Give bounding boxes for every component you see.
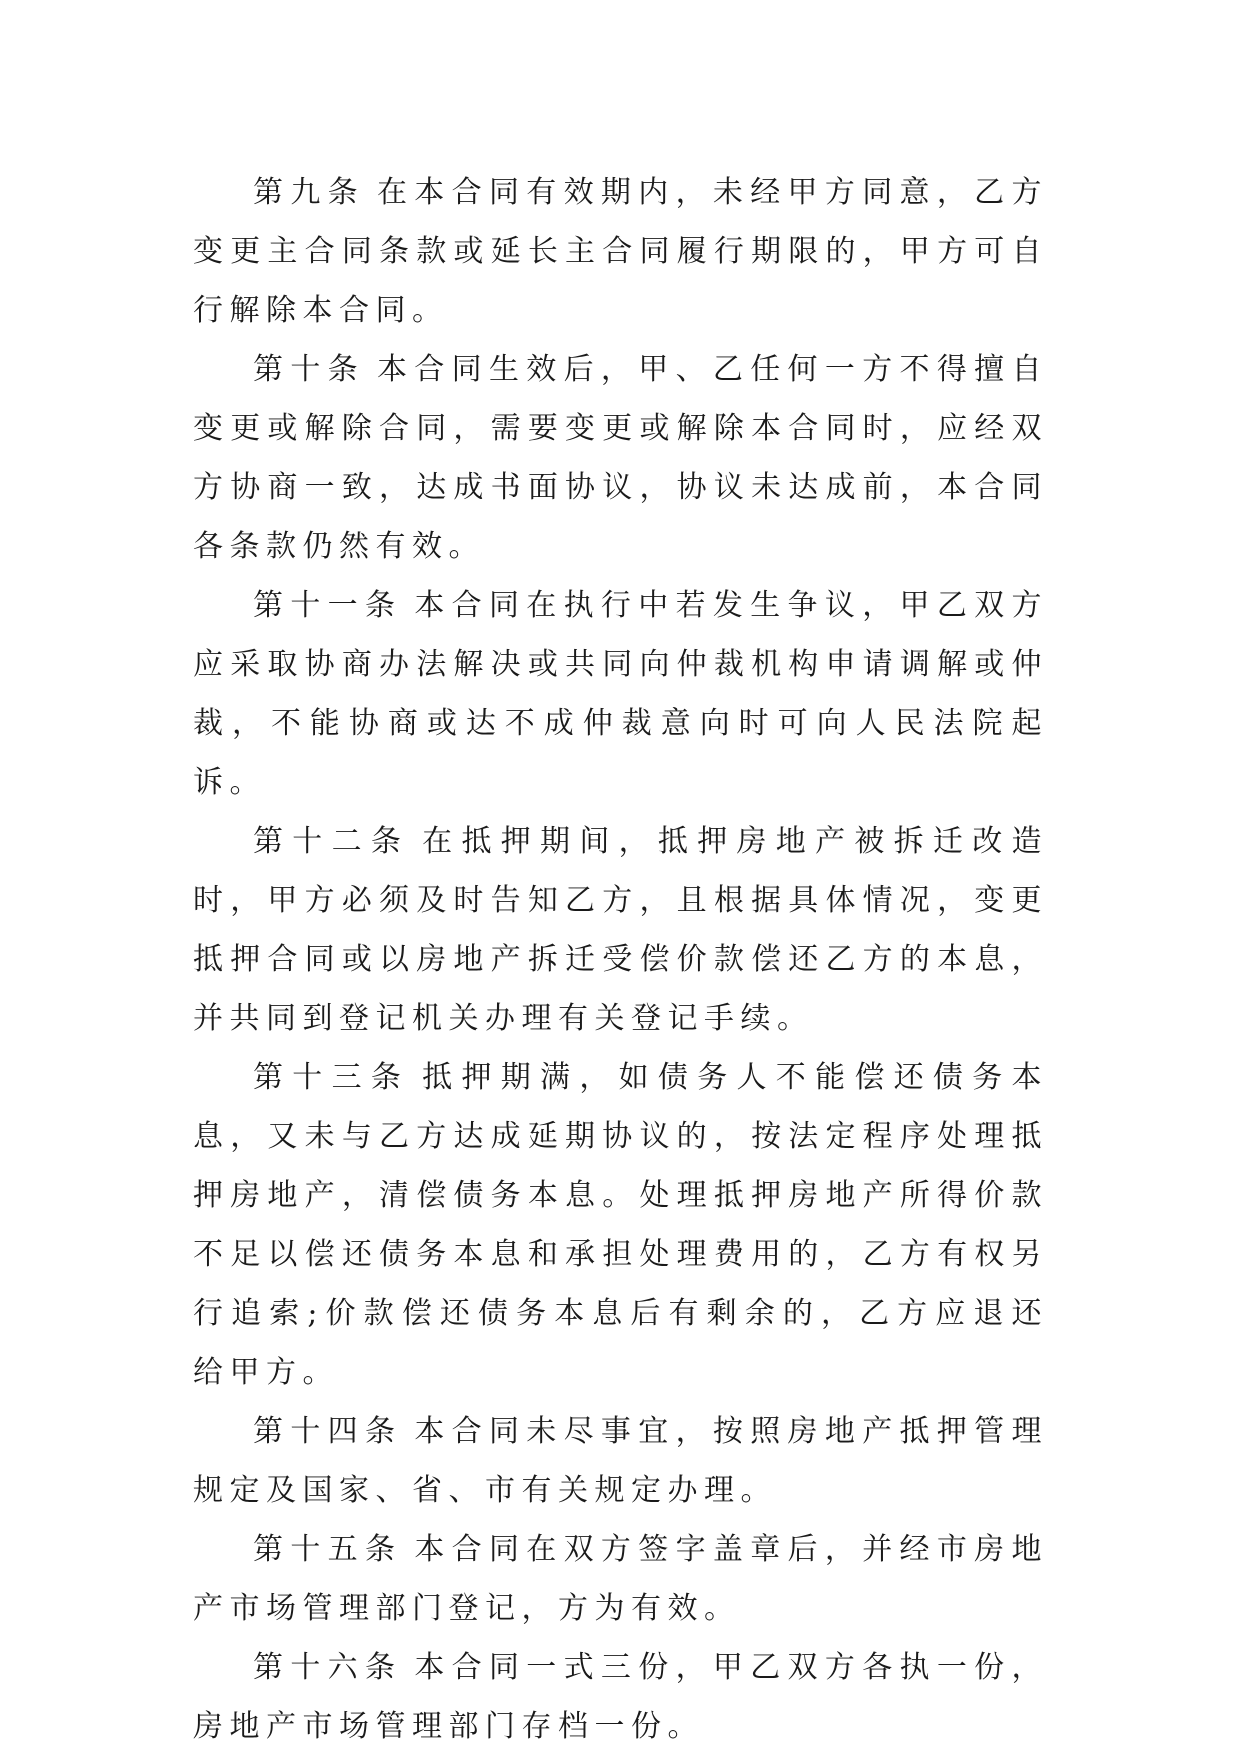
document-body: [193, 163, 1048, 1756]
article-13: [193, 1048, 1048, 1402]
article-10-text: 本合同生效后，甲、乙任何一方不得擅自变更或解除合同，需要变更或解除本合同时，应经双方协商一致，达成书面协议，协议未达成前，本合同各条款仍然有效。: [193, 352, 1049, 564]
article-10-number: 第十条: [253, 352, 365, 387]
article-12-text: 在抵押期间，抵押房地产被拆迁改造时，甲方必须及时告知乙方，且根据具体情况，变更抵押合同或以房地产拆迁受偿价款偿还乙方的本息，并共同到登记机关办理有关登记手续。: [193, 824, 1049, 1036]
article-14-text: 本合同未尽事宜，按照房地产抵押管理规定及国家、省、市有关规定办理。: [193, 1414, 1049, 1508]
article-11: [193, 576, 1048, 812]
article-13-text: 抵押期满，如债务人不能偿还债务本息，又未与乙方达成延期协议的，按法定程序处理抵押房地产，清偿债务本息。处理抵押房地产所得价款不足以偿还债务本息和承担处理费用的，乙方有权另行追索;价款偿还债务本息后有剩余的，乙方应退还给甲方。: [193, 1060, 1049, 1390]
article-11-number: 第十一条: [253, 588, 403, 623]
article-11-text: 本合同在执行中若发生争议，甲乙双方应采取协商办法解决或共同向仲裁机构申请调解或仲裁，不能协商或达不成仲裁意向时可向人民法院起诉。: [193, 588, 1049, 800]
article-16-text: 本合同一式三份，甲乙双方各执一份，房地产市场管理部门存档一份。: [193, 1650, 1049, 1744]
article-9-number: 第九条: [253, 175, 365, 210]
article-15-number: 第十五条: [253, 1532, 403, 1567]
article-9-text: 在本合同有效期内，未经甲方同意，乙方变更主合同条款或延长主合同履行期限的，甲方可自行解除本合同。: [193, 175, 1049, 328]
article-15: [193, 1520, 1048, 1638]
article-12: [193, 812, 1048, 1048]
article-16-number: 第十六条: [253, 1650, 403, 1685]
article-9: [193, 163, 1048, 340]
article-14-number: 第十四条: [253, 1414, 403, 1449]
article-13-number: 第十三条: [253, 1060, 411, 1095]
article-16: [193, 1638, 1048, 1756]
article-12-number: 第十二条: [253, 824, 411, 859]
article-10: [193, 340, 1048, 576]
article-15-text: 本合同在双方签字盖章后，并经市房地产市场管理部门登记，方为有效。: [193, 1532, 1049, 1626]
article-14: [193, 1402, 1048, 1520]
